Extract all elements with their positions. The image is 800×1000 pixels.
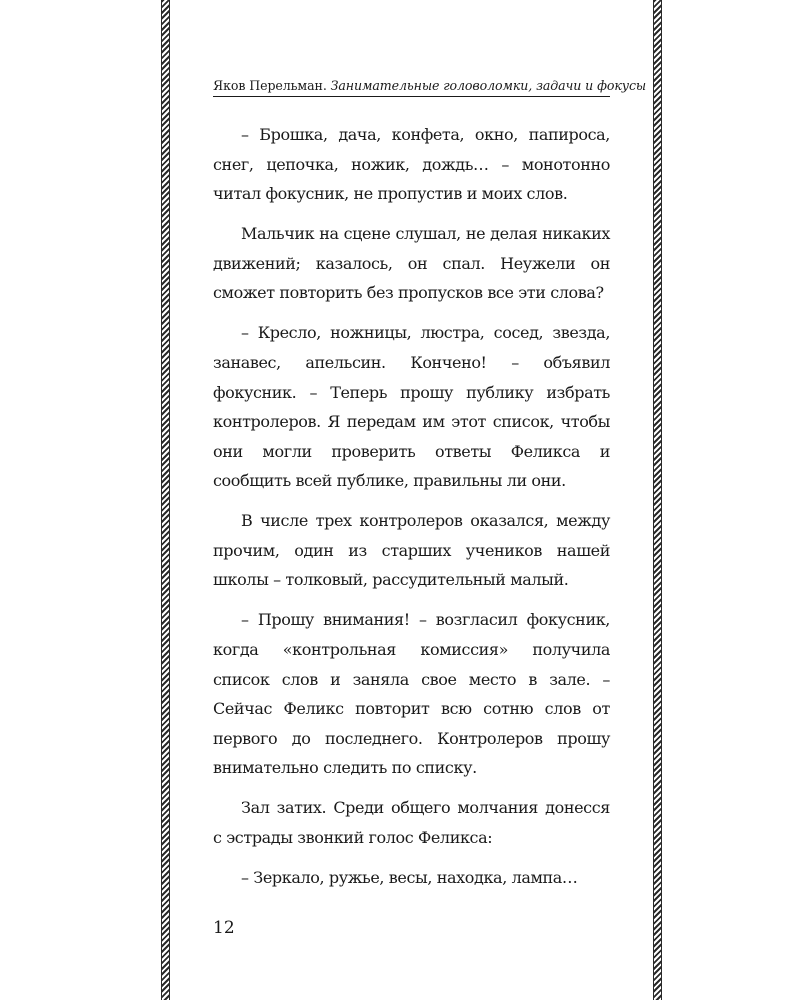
paragraph: – Кресло, ножницы, люстра, сосед, звезда, занавес, апельсин. Кончено! – объявил фокусник. – Теперь прошу публику избрать контролеров. Я передам им этот список, чтобы они могли проверить ответы Феликса и сообщить всей публике, правильны ли они. <box>213 323 610 491</box>
running-header <box>213 78 647 97</box>
header-book-title: Занимательные головоломки, задачи и фокусы <box>330 78 647 93</box>
paragraph: – Прошу внимания! – возгласил фокусник, когда «контрольная комиссия» получила список слов и заняла свое место в зале. – Сейчас Феликс повторит всю сотню слов от первого до последнего. Контролеров прошу внимательно следить по списку. <box>213 610 610 778</box>
paragraph: В числе трех контролеров оказался, между прочим, один из старших учеников нашей школы – толковый, рассудительный малый. <box>213 511 610 590</box>
paragraph: – Брошка, дача, конфета, окно, папироса, снег, цепочка, ножик, дождь… – монотонно читал фокусник, не пропустив и моих слов. <box>213 125 610 204</box>
paragraph: Мальчик на сцене слушал, не делая никаких движений; казалось, он спал. Неужели он сможет повторить без пропусков все эти слова? <box>213 224 610 303</box>
paragraph: Зал затих. Среди общего молчания донесся с эстрады звонкий голос Феликса: <box>213 798 610 848</box>
page-number: 12 <box>213 918 235 938</box>
right-decorative-border <box>653 0 662 1000</box>
left-decorative-border <box>161 0 170 1000</box>
header-author: Яков Перельман. <box>213 78 327 93</box>
page-body <box>213 120 610 903</box>
paragraph: – Зеркало, ружье, весы, находка, лампа… <box>241 868 578 887</box>
